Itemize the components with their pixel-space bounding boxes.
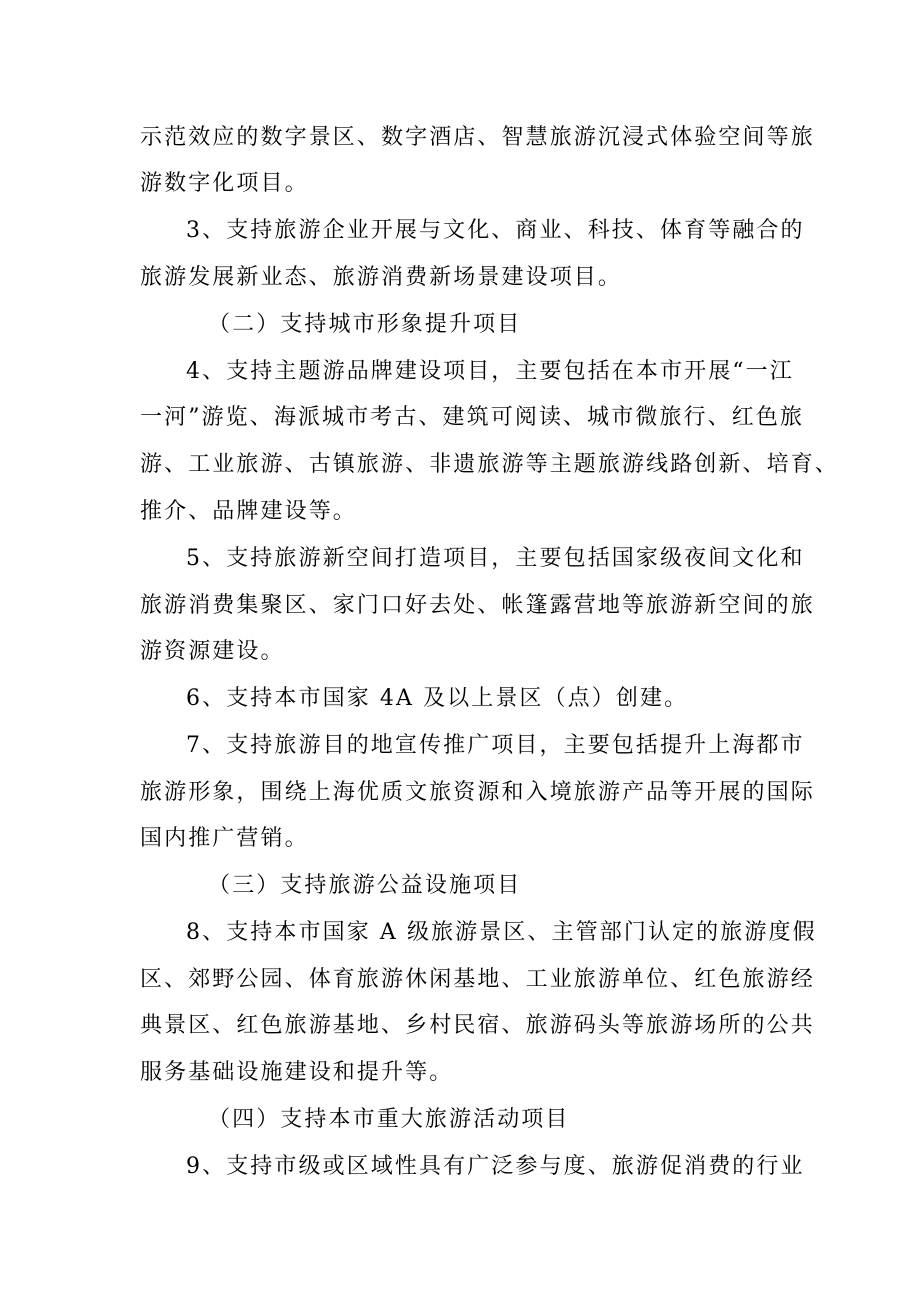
section-heading-2: （二）支持城市形象提升项目 [208, 312, 522, 337]
text-line: 游数字化项目。 [140, 171, 309, 196]
section-heading-3: （三）支持旅游公益设施项目 [208, 873, 522, 898]
text-line: 旅游形象，围绕上海优质文旅资源和入境旅游产品等开展的国际 [140, 780, 815, 805]
text-line: 推介、品牌建设等。 [140, 499, 357, 524]
text-line: 旅游发展新业态、旅游消费新场景建设项目。 [140, 265, 623, 290]
paragraph-5-line: 5、支持旅游新空间打造项目，主要包括国家级夜间文化和 [186, 546, 805, 571]
paragraph-7-line: 7、支持旅游目的地宣传推广项目，主要包括提升上海都市 [186, 733, 805, 758]
paragraph-9-line: 9、支持市级或区域性具有广泛参与度、旅游促消费的行业 [186, 1154, 805, 1179]
text-line: 服务基础设施建设和提升等。 [140, 1060, 454, 1085]
section-heading-4: （四）支持本市重大旅游活动项目 [208, 1107, 570, 1132]
text-line: 旅游消费集聚区、家门口好去处、帐篷露营地等旅游新空间的旅 [140, 593, 815, 618]
text-line: 游、工业旅游、古镇旅游、非遗旅游等主题旅游线路创新、培育、 [140, 452, 839, 477]
paragraph-6-line: 6、支持本市国家 4A 及以上景区（点）创建。 [186, 686, 689, 711]
text-line: 示范效应的数字景区、数字酒店、智慧旅游沉浸式体验空间等旅 [140, 125, 815, 150]
text-line: 游资源建设。 [140, 639, 285, 664]
text-line: 区、郊野公园、体育旅游休闲基地、工业旅游单位、红色旅游经 [140, 967, 815, 992]
text-line: 一河”游览、海派城市考古、建筑可阅读、城市微旅行、红色旅 [140, 405, 805, 430]
text-line: 国内推广营销。 [140, 826, 309, 851]
text-line: 典景区、红色旅游基地、乡村民宿、旅游码头等旅游场所的公共 [140, 1013, 815, 1038]
paragraph-8-line: 8、支持本市国家 A 级旅游景区、主管部门认定的旅游度假 [186, 920, 817, 945]
paragraph-4-line: 4、支持主题游品牌建设项目，主要包括在本市开展“一江 [186, 359, 794, 384]
paragraph-3-line: 3、支持旅游企业开展与文化、商业、科技、体育等融合的 [186, 218, 805, 243]
